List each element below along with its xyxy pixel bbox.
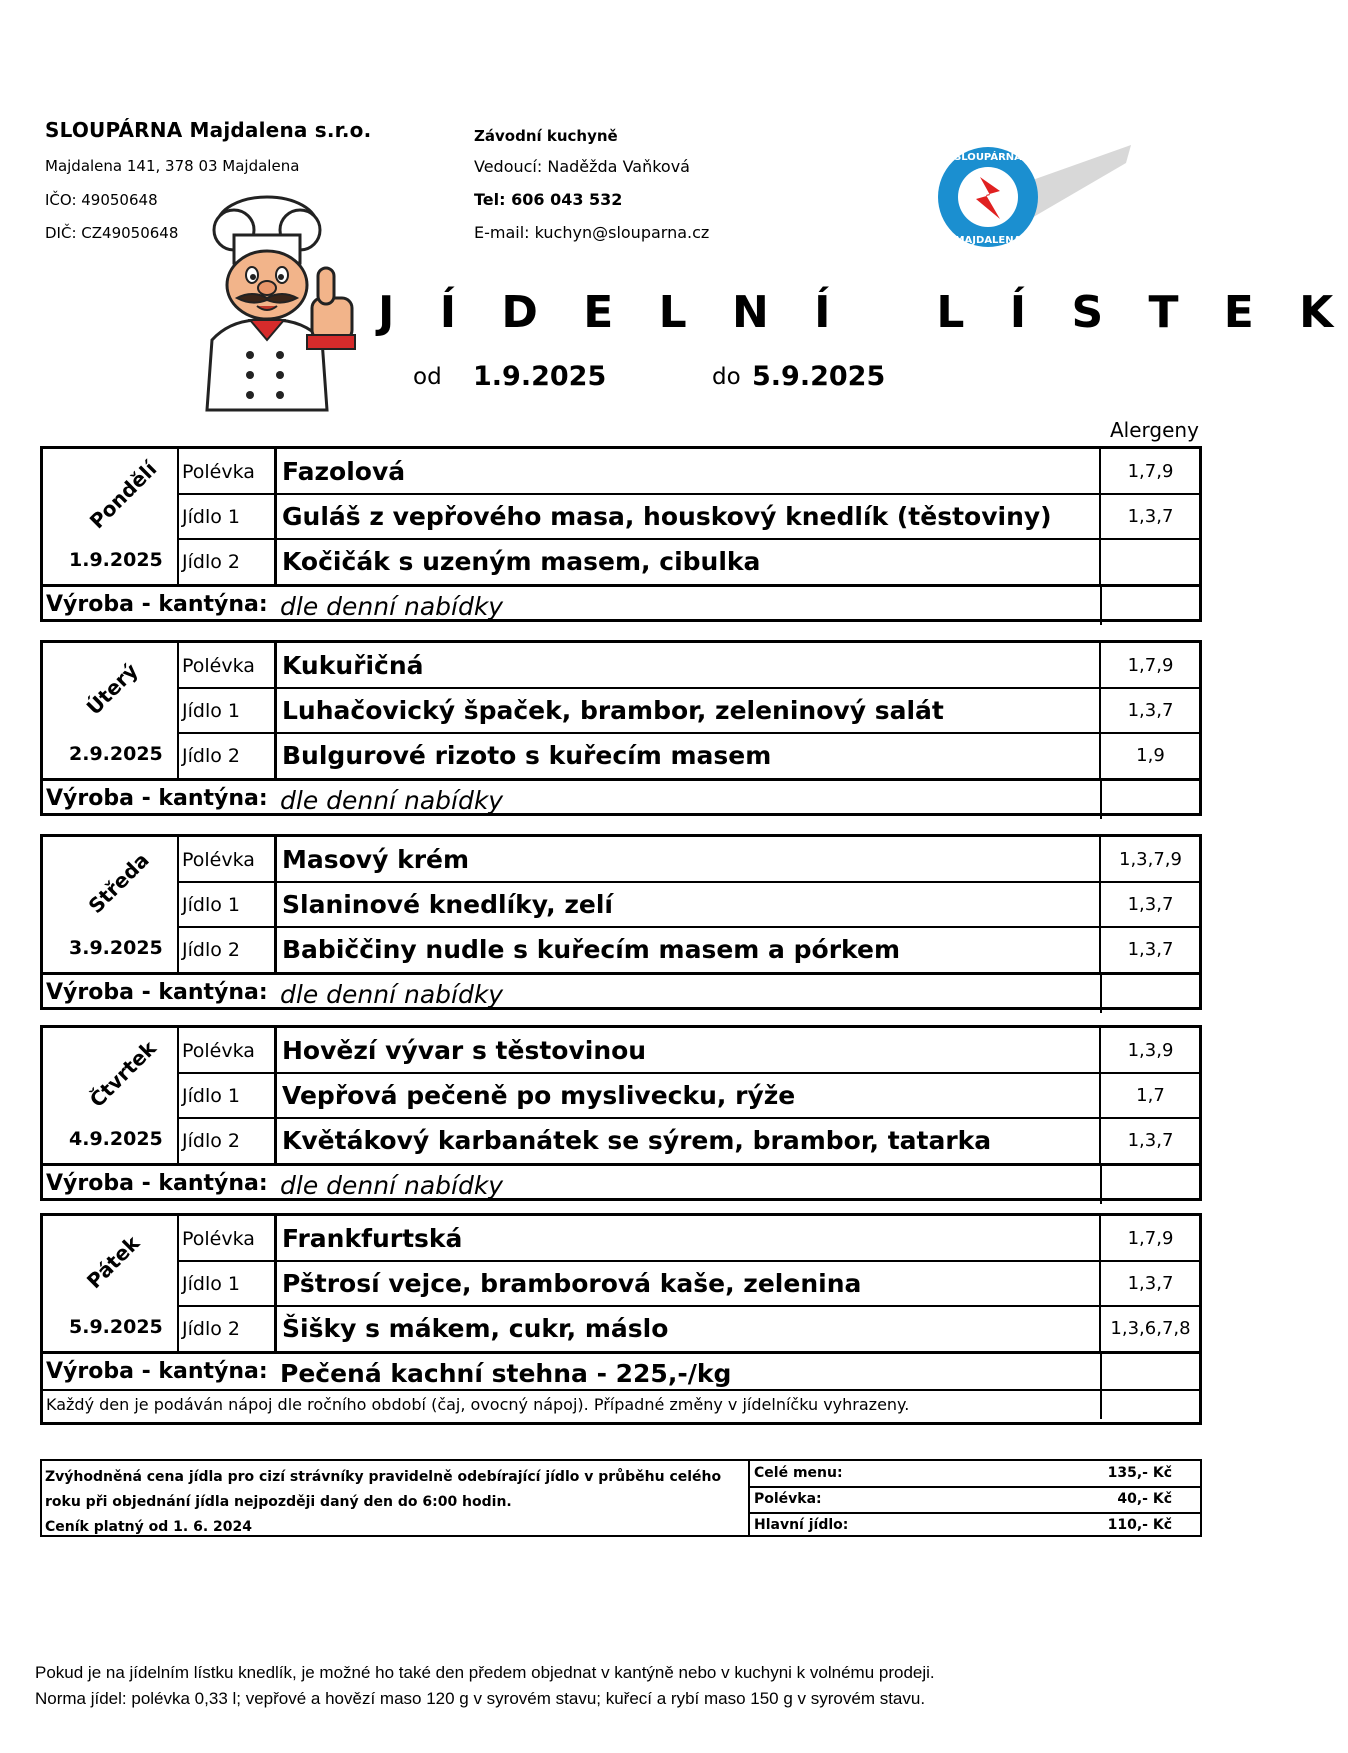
dish-allergens: 1,3,7: [1127, 1273, 1174, 1294]
production-allergens-cell: [1100, 1166, 1199, 1204]
dish-allergens: 1,3,6,7,8: [1110, 1318, 1191, 1339]
course-label: Jídlo 1: [177, 1261, 274, 1306]
footer-dumpling-note: Pokud je na jídelním lístku knedlík, je možné ho také den předem objednat v kantýně nebo v kuchyni k volnému prodeji.: [35, 1663, 935, 1682]
date-to-label: do: [712, 364, 741, 390]
dish-name: Slaninové knedlíky, zelí: [274, 882, 1101, 927]
day-date: 2.9.2025: [69, 743, 163, 765]
price-list: [750, 1461, 1200, 1535]
company-address: Majdalena 141, 378 03 Majdalena: [45, 157, 300, 175]
day-date: 4.9.2025: [69, 1128, 163, 1150]
production-value: dle denní nabídky: [280, 592, 504, 621]
soup-row: [43, 1028, 1199, 1073]
price-desc-line-3: Ceník platný od 1. 6. 2024: [45, 1519, 252, 1535]
row-divider: [177, 881, 1199, 883]
day-block: [40, 834, 1202, 1010]
production-value: dle denní nabídky: [280, 786, 504, 815]
day-date: 3.9.2025: [69, 937, 163, 959]
beverage-note-row: [43, 1389, 1199, 1419]
row-divider: [177, 1305, 1199, 1307]
dish-name: Guláš z vepřového masa, houskový knedlík (těstoviny): [274, 494, 1101, 539]
day-block: [40, 1213, 1202, 1425]
dish-allergens: 1,7,9: [1127, 1228, 1174, 1249]
soup-row: [43, 837, 1199, 882]
dish-allergens: 1,3,7: [1127, 506, 1174, 527]
production-label: Výroba - kantýna:: [46, 592, 268, 617]
meal2-row: [43, 733, 1199, 778]
production-label: Výroba - kantýna:: [46, 1359, 268, 1384]
menu-title: J Í D E L N Í L Í S T E K: [378, 287, 1348, 338]
kitchen-phone: Tel: 606 043 532: [474, 190, 623, 209]
dish-allergens: 1,3,9: [1127, 1040, 1174, 1061]
row-divider: [177, 926, 1199, 928]
production-row: [43, 1163, 1199, 1204]
meal1-row: [43, 882, 1199, 927]
meal2-row: [43, 1306, 1199, 1351]
soup-row: [43, 449, 1199, 494]
date-from: 1.9.2025: [473, 361, 607, 392]
dish-name: Květákový karbanátek se sýrem, brambor, tatarka: [274, 1118, 1101, 1163]
row-divider: [177, 1260, 1199, 1262]
price-value: 135,- Kč: [1107, 1465, 1172, 1481]
dish-allergens: 1,7: [1136, 1085, 1165, 1106]
dish-name: Pštrosí vejce, bramborová kaše, zelenina: [274, 1261, 1101, 1306]
row-divider: [177, 1117, 1199, 1119]
dish-allergens: 1,9: [1136, 745, 1165, 766]
price-desc-line-2: roku při objednání jídla nejpozději daný den do 6:00 hodin.: [45, 1494, 512, 1510]
dish-allergens: 1,3,7: [1127, 700, 1174, 721]
dish-name: Bulgurové rizoto s kuřecím masem: [274, 733, 1101, 778]
footer-portion-note: Norma jídel: polévka 0,33 l; vepřové a hovězí maso 120 g v syrovém stavu; kuřecí a rybí maso 150 g v syrovém stavu.: [35, 1689, 926, 1708]
company-ico: IČO: 49050648: [45, 191, 158, 209]
day-name: Pátek: [81, 1230, 145, 1294]
soup-row: [43, 1216, 1199, 1261]
dish-name: Masový krém: [274, 837, 1101, 882]
course-label: Jídlo 2: [177, 733, 274, 778]
row-divider: [177, 1072, 1199, 1074]
course-label: Polévka: [177, 1216, 274, 1261]
day-date: 5.9.2025: [69, 1316, 163, 1338]
day-block: [40, 446, 1202, 622]
day-name: Čtvrtek: [84, 1035, 161, 1113]
meal1-row: [43, 1261, 1199, 1306]
meal1-row: [43, 688, 1199, 733]
day-name: Úterý: [81, 658, 143, 720]
production-allergens-cell: [1100, 587, 1199, 625]
dish-name: Babiččiny nudle s kuřecím masem a pórkem: [274, 927, 1101, 972]
kitchen-email[interactable]: E-mail: kuchyn@slouparna.cz: [474, 223, 710, 242]
allergens-header: Alergeny: [1110, 418, 1199, 442]
dish-name: Šišky s mákem, cukr, máslo: [274, 1306, 1101, 1351]
dish-allergens: 1,7,9: [1127, 461, 1174, 482]
slouparna-logo: [936, 133, 1136, 263]
dish-allergens: 1,3,7,9: [1119, 849, 1182, 870]
course-label: Jídlo 1: [177, 494, 274, 539]
row-divider: [177, 538, 1199, 540]
dish-allergens: 1,7,9: [1127, 655, 1174, 676]
course-label: Jídlo 1: [177, 688, 274, 733]
day-block: [40, 1025, 1202, 1201]
meal1-row: [43, 1073, 1199, 1118]
production-label: Výroba - kantýna:: [46, 1171, 268, 1196]
kitchen-title: Závodní kuchyně: [474, 127, 618, 145]
date-to: 5.9.2025: [752, 361, 886, 392]
course-label: Polévka: [177, 449, 274, 494]
course-label: Jídlo 2: [177, 539, 274, 584]
course-label: Jídlo 1: [177, 882, 274, 927]
dish-name: Kočičák s uzeným masem, cibulka: [274, 539, 1101, 584]
course-label: Jídlo 1: [177, 1073, 274, 1118]
row-divider: [177, 493, 1199, 495]
production-row: [43, 1351, 1199, 1392]
dish-name: Kukuřičná: [274, 643, 1101, 688]
production-label: Výroba - kantýna:: [46, 980, 268, 1005]
production-allergens-cell: [1100, 1354, 1199, 1392]
price-row-main: [750, 1513, 1200, 1538]
beverage-note: Každý den je podáván nápoj dle ročního období (čaj, ovocný nápoj). Případné změny v jídelníčku vyhrazeny.: [46, 1395, 910, 1414]
production-value: Pečená kachní stehna - 225,-/kg: [280, 1359, 732, 1388]
dish-name: Fazolová: [274, 449, 1101, 494]
dish-name: Hovězí vývar s těstovinou: [274, 1028, 1101, 1073]
price-row-full-menu: [750, 1461, 1200, 1488]
price-desc-line-1: Zvýhodněná cena jídla pro cizí strávníky pravidelně odebírající jídlo v průběhu celého: [45, 1469, 722, 1485]
dish-allergens: [1102, 539, 1199, 584]
date-from-label: od: [413, 364, 442, 390]
price-table: [40, 1459, 1202, 1537]
day-name: Pondělí: [84, 456, 162, 534]
course-label: Jídlo 2: [177, 927, 274, 972]
day-date: 1.9.2025: [69, 549, 163, 571]
meal2-row: [43, 927, 1199, 972]
course-label: Polévka: [177, 837, 274, 882]
price-value: 40,- Kč: [1117, 1491, 1172, 1507]
production-allergens-cell: [1100, 975, 1199, 1013]
dish-name: Vepřová pečeně po myslivecku, rýže: [274, 1073, 1101, 1118]
note-allergens-cell: [1100, 1391, 1199, 1419]
course-label: Polévka: [177, 643, 274, 688]
dish-allergens: 1,3,7: [1127, 939, 1174, 960]
logo-text-bottom: MAJDALENA: [954, 235, 1022, 246]
course-label: Jídlo 2: [177, 1118, 274, 1163]
meal2-row: [43, 539, 1199, 584]
production-value: dle denní nabídky: [280, 1171, 504, 1200]
day-name: Středa: [83, 847, 154, 919]
dish-name: Frankfurtská: [274, 1216, 1101, 1261]
day-block: [40, 640, 1202, 816]
meal2-row: [43, 1118, 1199, 1163]
chef-illustration: [172, 190, 372, 410]
kitchen-manager: Vedoucí: Naděžda Vaňková: [474, 157, 690, 176]
production-value: dle denní nabídky: [280, 980, 504, 1009]
row-divider: [177, 687, 1199, 689]
course-label: Jídlo 2: [177, 1306, 274, 1351]
production-row: [43, 778, 1199, 819]
price-row-soup: [750, 1487, 1200, 1514]
soup-row: [43, 643, 1199, 688]
dish-name: Luhačovický špaček, brambor, zeleninový salát: [274, 688, 1101, 733]
production-row: [43, 584, 1199, 625]
dish-allergens: 1,3,7: [1127, 1130, 1174, 1151]
meal1-row: [43, 494, 1199, 539]
production-row: [43, 972, 1199, 1013]
production-label: Výroba - kantýna:: [46, 786, 268, 811]
company-dic: DIČ: CZ49050648: [45, 224, 179, 242]
price-value: 110,- Kč: [1107, 1517, 1172, 1533]
price-description: [42, 1461, 750, 1535]
company-name: SLOUPÁRNA Majdalena s.r.o.: [45, 118, 372, 142]
price-label: Celé menu:: [754, 1465, 843, 1481]
row-divider: [177, 732, 1199, 734]
logo-text-top: SLOUPÁRNA: [954, 152, 1022, 163]
course-label: Polévka: [177, 1028, 274, 1073]
dish-allergens: 1,3,7: [1127, 894, 1174, 915]
price-label: Hlavní jídlo:: [754, 1517, 849, 1533]
production-allergens-cell: [1100, 781, 1199, 819]
price-label: Polévka:: [754, 1491, 822, 1507]
